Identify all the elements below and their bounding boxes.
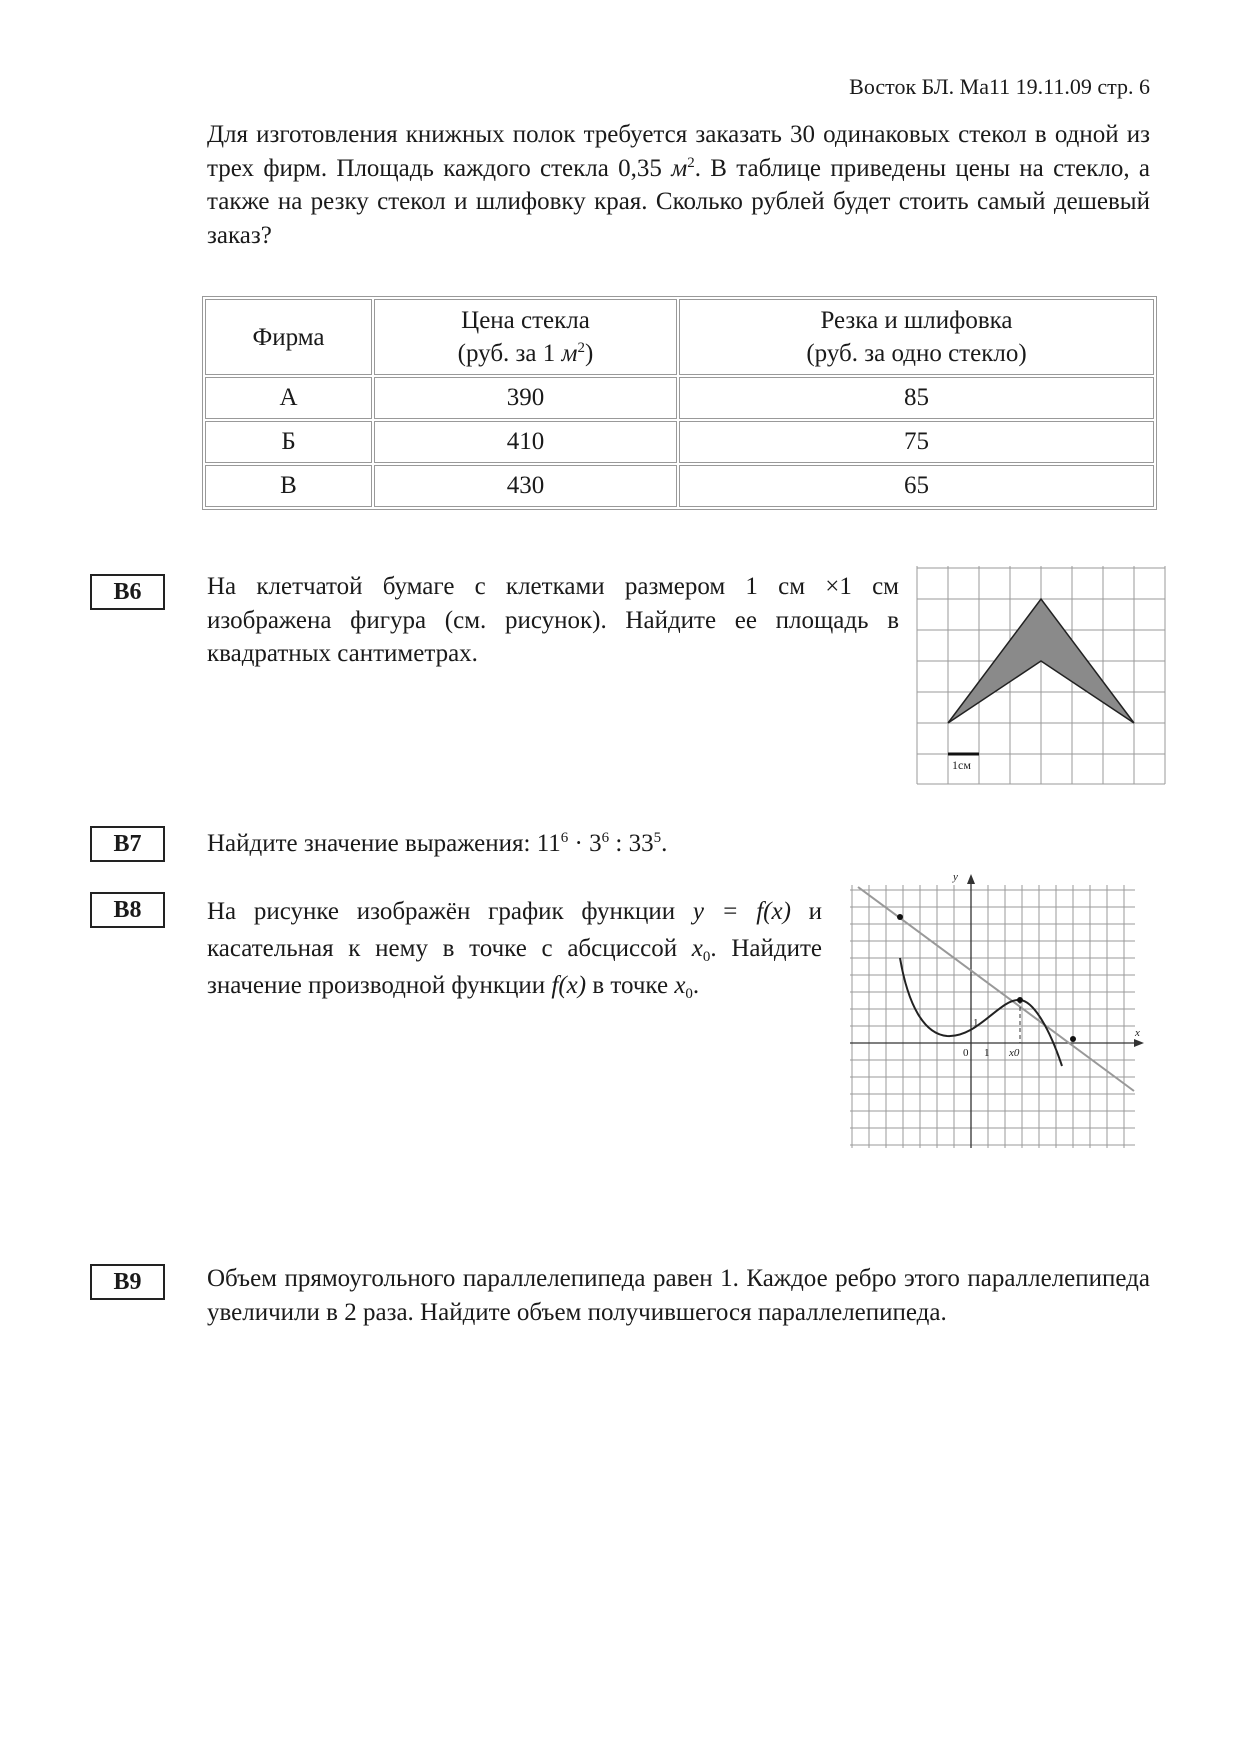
b6-scale-label: 1см — [952, 758, 971, 772]
b8-line4-x0-sub: 0 — [685, 986, 693, 1002]
intro-text-before: Для изготовления книжных полок требуется заказать 30 одинаковых стекол в одной из трех фирм. Площадь каждого стекла — [207, 121, 1150, 182]
row-glass-price: 390 — [374, 377, 677, 419]
header-glass-price — [374, 299, 677, 375]
b7-text — [207, 827, 907, 861]
intro-problem-text — [207, 118, 1150, 252]
b7-label: B7 — [90, 826, 165, 862]
b8-origin-label: 0 — [963, 1047, 969, 1059]
row-glass-price: 430 — [374, 465, 677, 507]
b8-graph — [850, 870, 1145, 1148]
b7-dot: · — [568, 830, 590, 857]
row-cut-price: 65 — [679, 465, 1154, 507]
b8-line1: На рисунке изображён график функции — [207, 898, 676, 925]
header-cut-line1: Резка и шлифовка — [820, 307, 1013, 334]
table-row — [205, 465, 1154, 507]
header-glass-unit: м — [561, 340, 578, 367]
b8-x-arrow — [1134, 1039, 1144, 1047]
header-glass-line1: Цена стекла — [461, 307, 590, 334]
intro-text-after: . В таблице приведены цены на стекло, а также на резку стекол и шлифовку края. Сколько рублей будет стоить самый дешевый заказ? — [207, 154, 1150, 249]
row-firm: А — [205, 377, 372, 419]
header-cut-line2: (руб. за одно стекло) — [806, 340, 1027, 367]
b8-line4-x0-var: x — [674, 972, 686, 999]
b7-base1: 11 — [536, 830, 561, 857]
page-header: Восток БЛ. Ма11 19.11.09 стр. 6 — [849, 74, 1150, 99]
table-row — [205, 377, 1154, 419]
b8-line3-prefix: абсциссой — [567, 935, 692, 962]
b7-exp3: 5 — [653, 830, 662, 846]
intro-area-unit: м — [671, 154, 688, 182]
b8-label: B8 — [90, 892, 165, 928]
b6-text: На клетчатой бумаге с клетками размером 1 см ×1 см изображена фигура (см. рисунок). Найдите ее площадь в квадратных сантиметрах. — [207, 573, 899, 667]
b8-function-curve — [900, 958, 1062, 1066]
b8-line2-rest: и касательная к нему в точке с — [207, 898, 822, 962]
b8-y-arrow — [967, 874, 975, 884]
b8-line4-func: f(x) — [551, 972, 587, 999]
b8-end: . — [692, 972, 700, 999]
b8-grid — [850, 885, 1135, 1148]
intro-area-exp: 2 — [687, 154, 695, 171]
b8-func: y = f(x) — [692, 898, 791, 925]
b8-line4-prefix: функции — [451, 972, 552, 999]
header-firm: Фирма — [205, 299, 372, 375]
b7-prefix: Найдите значение выражения: — [207, 830, 537, 857]
header-glass-exp: 2 — [577, 340, 585, 356]
b9-text: Объем прямоугольного параллелепипеда равен 1. Каждое ребро этого параллелепипеда увеличили в 2 раза. Найдите объем получившегося параллелепипеда. — [207, 1265, 1150, 1326]
b9-label: B9 — [90, 1264, 165, 1300]
header-glass-line2-suffix: ) — [585, 340, 594, 367]
row-firm: Б — [205, 421, 372, 463]
price-table-header-row — [205, 299, 1154, 375]
b8-x-one-label: 1 — [984, 1047, 990, 1059]
b8-line4-mid: в точке — [586, 972, 675, 999]
b8-text — [207, 893, 822, 1004]
row-cut-price: 85 — [679, 377, 1154, 419]
b8-x0-label: x0 — [1009, 1047, 1020, 1059]
b8-line3-rest: . Найдите значение производной — [207, 935, 822, 999]
header-cut-price — [679, 299, 1154, 375]
b7-base2: 3 — [589, 830, 602, 857]
b8-tangency-point — [1017, 997, 1023, 1003]
b7-base3: 33 — [628, 830, 654, 857]
b8-y-one-label: 1 — [973, 1017, 979, 1029]
price-table — [202, 296, 1157, 510]
b8-x0-var: x — [691, 935, 703, 962]
b7-exp1: 6 — [560, 830, 569, 846]
b8-x-label: x — [1135, 1027, 1140, 1039]
b8-tangent-point-right — [1070, 1036, 1076, 1042]
b7-exp2: 6 — [601, 830, 610, 846]
b8-y-label: y — [953, 871, 958, 883]
b6-figure — [916, 566, 1168, 788]
header-glass-line2-prefix: (руб. за 1 — [457, 340, 562, 367]
intro-area-value: 0,35 — [618, 154, 662, 182]
b8-x0-sub: 0 — [702, 949, 711, 965]
b7-end: . — [661, 830, 668, 857]
table-row — [205, 421, 1154, 463]
b7-colon: : — [609, 830, 629, 857]
row-glass-price: 410 — [374, 421, 677, 463]
b6-label: B6 — [90, 574, 165, 610]
row-cut-price: 75 — [679, 421, 1154, 463]
row-firm: В — [205, 465, 372, 507]
b8-tangent-point-left — [897, 914, 903, 920]
